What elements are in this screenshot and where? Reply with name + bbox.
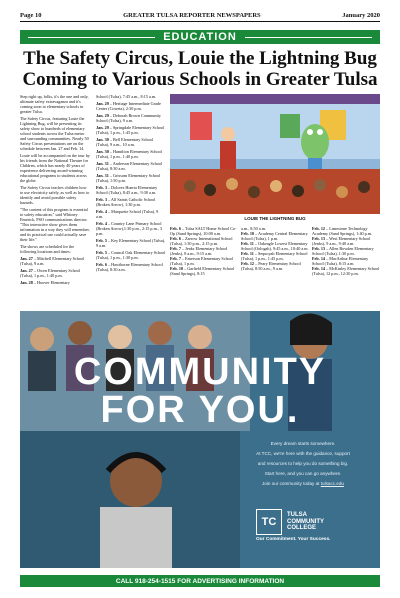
schedule-date: Jan. 30: [96, 149, 109, 154]
article-column-2: [96, 94, 166, 274]
schedule-entry: [96, 125, 166, 135]
schedule-entry: [20, 256, 90, 266]
body-paragraph: Louie will be accompanied on the tour by his friends from the National Theatre for Children, which has nearly 40 years of experience delivering award-winning educational programs to students across the globe.: [20, 153, 90, 183]
schedule-text: – Country Lane Primary School (Broken Arrow),1:30 p.m., 2:15 p.m., 3 p.m.: [96, 221, 163, 236]
schedule-date: Feb. 6: [96, 262, 107, 267]
body-paragraph: The shows are scheduled for the following locations and times:: [20, 244, 75, 254]
logo-line: COMMUNITY: [287, 518, 324, 525]
schedule-entry: [96, 173, 166, 183]
schedule-date: Feb. 4: [96, 221, 107, 226]
schedule-text: – Limestone Technology Academy (Sand Springs), 1:40 p.m.: [312, 226, 373, 236]
schedule-entry: [241, 231, 309, 241]
schedule-date: Feb. 10: [170, 266, 184, 271]
banner-rule-right: [245, 37, 372, 38]
ad-copy-line: At TCC, we're here with the guidance, support: [256, 451, 350, 456]
schedule-text: – Bell Elementary School (Tulsa), 9 a.m., 10 a.m.: [96, 137, 154, 147]
schedule-text: – Dolores Huerta Elementary School (Tulsa), 8:45 a.m., 9:30 a.m.: [96, 185, 158, 195]
schedule-date: Feb. 11: [241, 241, 254, 246]
schedule-date: Feb. 4: [96, 209, 107, 214]
schedule-date: Jan. 27: [20, 268, 33, 273]
ad-copy-line: Start here, and you can go anywhere.: [264, 471, 342, 476]
schedule-text: – Allen Bowden Elementary School (Tulsa), 1:30 p.m.: [312, 246, 374, 256]
schedule-date: Jan. 28: [20, 280, 33, 285]
ad-copy: [240, 439, 366, 489]
schedule-date: Jan. 30: [96, 137, 109, 142]
banner-rule-left: [28, 37, 155, 38]
schedule-date: Feb. 12: [241, 261, 255, 266]
schedule-text: – Sequoyah Elementary School (Tulsa), 1 p.m., 1:45 p.m.: [241, 251, 308, 261]
section-banner: [20, 30, 380, 44]
page-number: Page 10: [20, 11, 42, 19]
schedule-date: Feb. 5: [96, 238, 107, 243]
schedule-entry: [96, 137, 166, 147]
schedule-date: Feb. 14: [312, 256, 326, 261]
schedule-date: Feb. 3: [96, 197, 107, 202]
body-paragraph: The Safety Circus teaches children how to use electricity safely, as well as how to identify and avoid possible safety hazards.: [20, 185, 90, 205]
schedule-text: – Key Elementary School (Tulsa), 9 a.m.: [96, 238, 166, 248]
logo-line: COLLEGE: [287, 525, 317, 532]
schedule-entry: [241, 251, 309, 261]
ad-copy-line: [240, 479, 366, 489]
ad-copy-line: and resources to help you do something big.: [257, 461, 349, 466]
schedule-date: Jan. 31: [96, 173, 109, 178]
schedule-date: Feb. 6: [170, 226, 181, 231]
schedule-date: Feb. 12: [312, 226, 326, 231]
tcc-tagline: Our Commitment. Your Success.: [256, 537, 331, 542]
ad-url-link[interactable]: tulsacc.edu: [320, 481, 344, 486]
schedule-text: – Oakeagle Lowest Elementary School (Oologah), 9:45 a.m., 10:40 a.m.: [241, 241, 309, 251]
schedule-date: Feb. 10: [241, 231, 255, 236]
schedule-text: – Springdale Elementary School (Tulsa), 1 p.m., 1:45 p.m.: [96, 125, 165, 135]
schedule-text: – Grissom Elementary School (Tulsa), 1:50 p.m.: [96, 173, 161, 183]
schedule-date: Feb. 6: [170, 236, 181, 241]
schedule-entry: [96, 209, 166, 219]
schedule-entry: [96, 250, 166, 260]
schedule-text: – Deborah Brown Community School (Tulsa), 9 a.m.: [96, 113, 161, 123]
advertising-footer: CALL 918-254-1515 FOR ADVERTISING INFORMATION: [20, 575, 380, 587]
tcc-logo-mark: TC: [256, 509, 282, 535]
schedule-text: – Peary Elementary School (Tulsa), 8:50 a.m., 9 a.m.: [241, 261, 301, 271]
body-paragraph: The Safety Circus, featuring Louie the Lightning Bug, will be presenting its safety show to hundreds of elementary school students across the Tulsa metro and surrounding communities. Nearly 50 Safety Circus presentations are on the schedule between Jan. 27 and Feb. 14.: [20, 116, 89, 151]
schedule-text: – Mitchell Elementary School (Tulsa), 9 a.m.: [20, 256, 85, 266]
page-header: [20, 10, 380, 20]
schedule-entry: [96, 94, 166, 99]
schedule-text: – Heritage Intermediate Grade Center (Coweta), 2:30 p.m.: [96, 101, 161, 111]
schedule-entry: [241, 241, 309, 251]
article-photo: [170, 94, 380, 214]
schedule-text: – West Elementary School (Jenks), 9 a.m., 9:40 a.m.: [312, 236, 371, 246]
schedule-entry: [170, 226, 238, 236]
schedule-entry: [96, 161, 166, 171]
schedule-entry: [96, 185, 166, 195]
schedule-entry: [96, 101, 166, 111]
schedule-entry: [96, 262, 166, 272]
ad-copy-text: Join our community today at: [262, 481, 320, 486]
schedule-date: Feb. 7: [170, 246, 181, 251]
schedule-entry: [241, 261, 309, 271]
schedule-text: – Hoover Elementary: [33, 280, 70, 285]
schedule-entry: [96, 149, 166, 159]
article-column-1: [20, 94, 90, 287]
schedule-text: – Marquette School (Tulsa), 9 a.m.: [96, 209, 159, 219]
schedule-entry: [170, 236, 238, 246]
schedule-text: a.m., 8:50 a.m.: [241, 226, 267, 231]
schedule-text: – Academy Central Elementary School (Tulsa), 1 p.m.: [241, 231, 308, 241]
schedule-date: Jan. 29: [96, 113, 109, 118]
schedule-entry: [96, 238, 166, 248]
schedule-text: – Anderson Elementary School (Tulsa), 8:30 a.m.: [96, 161, 163, 171]
schedule-text: – MacArthur Elementary School (Tulsa), 8:15 a.m.: [312, 256, 369, 266]
schedule-text: – All Saints Catholic School (Broken Arrow), 1:30 p.m.: [96, 197, 156, 207]
schedule-text: – McKinley Elementary School (Tulsa), 12 p.m., 12:30 p.m.: [312, 266, 380, 276]
issue-date: January 2020: [342, 11, 380, 19]
schedule-text: – Emerson Elementary School (Tulsa), 1 p.m.: [170, 256, 234, 266]
schedule-entry: [312, 226, 380, 236]
schedule-entry: [312, 266, 380, 276]
schedule-text: School (Tulsa), 7:45 a.m., 8:15 a.m.: [96, 94, 157, 99]
ad-headline: [20, 353, 380, 429]
article-headline: The Safety Circus, Louie the Lightning Bug Coming to Various Schools in Greater Tulsa: [22, 48, 378, 90]
article-column-3: [170, 226, 238, 276]
schedule-entry: [312, 236, 380, 246]
schedule-entry: [96, 197, 166, 207]
schedule-date: Feb. 14: [312, 266, 326, 271]
schedule-entry: [20, 268, 90, 278]
ad-headline-line-2: FOR YOU.: [100, 389, 300, 431]
schedule-text: – Hamilton Elementary School (Tulsa), 1 p.m., 1:40 p.m.: [96, 149, 162, 159]
body-paragraph: Step right up, folks, it's the one and only, ultimate safety extravaganza and it's coming soon to elementary schools in greater Tulsa.: [20, 94, 89, 114]
schedule-entry: [312, 256, 380, 266]
schedule-entry: [170, 256, 238, 266]
schedule-date: Feb. 13: [312, 236, 326, 241]
stage-photo-illustration: [170, 94, 380, 214]
schedule-text: – Council Oak Elementary School (Tulsa), 1 p.m., 1:30 p.m.: [96, 250, 166, 260]
tcc-logo-name: [287, 512, 324, 532]
tcc-advertisement: [20, 311, 380, 568]
publication-name: GREATER TULSA REPORTER NEWSPAPERS: [123, 11, 261, 19]
schedule-entry: [96, 113, 166, 123]
schedule-text: – Zarrow International School (Tulsa), 1:30 p.m., 2:15 p.m.: [170, 236, 233, 246]
body-paragraph: "The content of this program is essential to safety education," said Whitney Emerick, PSO communications director. "This interactive show gives them information in a way they will remember, and its practical use could actually save their life.": [20, 207, 90, 242]
photo-caption: LOUIE THE LIGHTNING BUG: [244, 216, 306, 221]
schedule-date: Feb. 11: [241, 251, 254, 256]
header-rule: [20, 21, 380, 22]
schedule-entry: [170, 266, 238, 276]
logo-line: TULSA: [287, 512, 307, 519]
schedule-date: Jan. 29: [96, 101, 109, 106]
article-column-5: [312, 226, 380, 276]
schedule-date: Feb. 13: [312, 246, 326, 251]
schedule-date: Jan. 29: [96, 125, 109, 130]
ad-headline-line-1: COMMUNITY: [73, 351, 327, 393]
schedule-entry: [20, 280, 90, 285]
ad-copy-line: Every dream starts somewhere.: [270, 441, 336, 446]
schedule-text: – Hawthorne Elementary School (Tulsa), 8:30 a.m.: [96, 262, 163, 272]
schedule-text: – Owen Elementary School (Tulsa), 1 p.m., 1:40 p.m.: [20, 268, 81, 278]
schedule-date: Feb. 3: [96, 185, 107, 190]
schedule-entry: [170, 246, 238, 256]
schedule-date: Feb. 5: [96, 250, 107, 255]
tcc-logo: [256, 509, 324, 535]
schedule-date: Jan. 27: [20, 256, 33, 261]
schedule-date: Feb. 7: [170, 256, 181, 261]
article-column-4: [241, 226, 309, 271]
schedule-date: Jan. 31: [96, 161, 109, 166]
schedule-text: – Garfield Elementary School (Sand Springs), 8:15: [170, 266, 235, 276]
schedule-entry: [96, 221, 166, 236]
schedule-entry: [312, 246, 380, 256]
schedule-text: – Jenks Elementary School (Jenks), 8 a.m., 9:15 a.m.: [170, 246, 228, 256]
schedule-list: [20, 256, 90, 285]
schedule-text: – Tulsa SALT Home School Co-Op (Sand Springs), 10:00 a.m.: [170, 226, 237, 236]
section-title: EDUCATION: [163, 31, 237, 43]
